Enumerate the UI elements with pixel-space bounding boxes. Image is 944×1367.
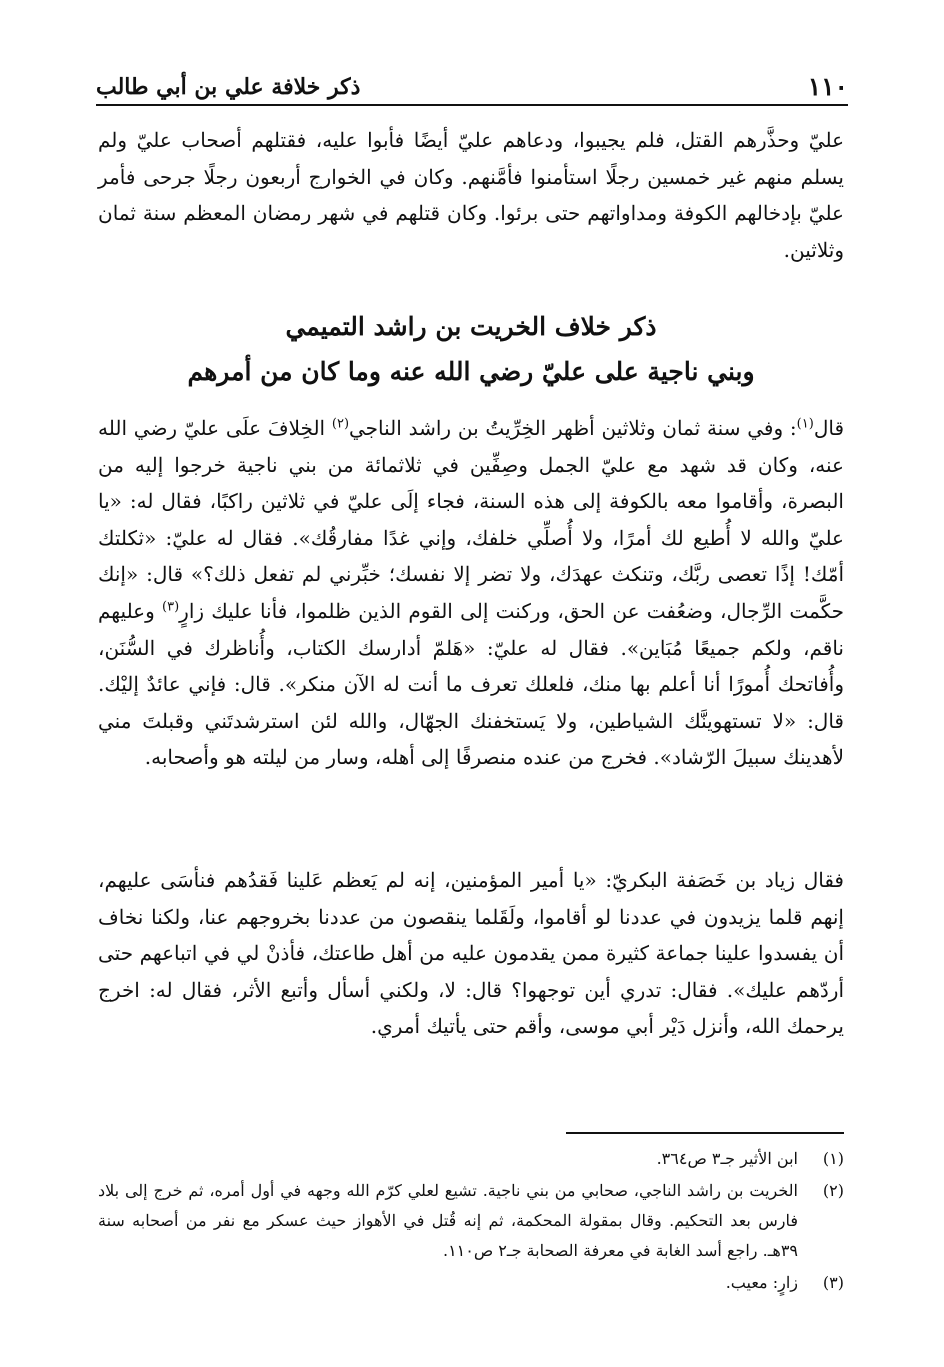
footnote-ref-3[interactable]: (٣) bbox=[162, 599, 180, 615]
paragraph-2 bbox=[98, 410, 866, 776]
footnote-text: ابن الأثير جـ٣ ص٣٦٤. bbox=[656, 1149, 798, 1168]
footnote-item bbox=[98, 1176, 844, 1266]
footnote-item bbox=[98, 1268, 844, 1298]
paragraph-3: فقال زياد بن خَصَفة البكريّ: «يا أمير المؤمنين، إنه لم يَعظم عَلينا فَقدُهم فنأسَى عليهم، إنهم قلما يزيدون في عددنا لو أقاموا، ولَقَلما ينقصون من عددنا بخروجهم عنا، ولكنا نخاف أن يفسدوا علينا جماعة كثيرة ممن يقدمون عليه من أهل طاعتك، فأذنْ لي في اتباعهم حتى أردّهم عليك». فقال: تدري أين توجهوا؟ قال: لا، ولكني أسأل وأتبع الأثر، فقال له: اخرج يرحمك الله، وأنزل دَيْر أبي موسى، وأقم حتى يأتيك أمري. bbox=[98, 868, 844, 1039]
paragraph-2-part-a: قال bbox=[813, 416, 844, 440]
paragraph-2-part-c: الخِلافَ علَى عليّ رضي الله عنه، وكان قد شهد مع عليّ الجمل وصِفِّين في ثلاثمائة من بني ناجية خرجوا إليه من البصرة، وأقاموا معه بالكوفة إلى هذه السنة، فجاء إلَى عليّ في ثلاثين راكبًا، فقال له: «يا عليّ والله لا أُطيع لك أمرًا، ولا أُصلِّي خلفك، وإني غدًا مفارقُك». فقال له عليّ: «ثكلتك أمّك! إذًا تعصى ربَّك، وتنكث عهدَك، ولا تضر إلا نفسك؛ خبِّرني لم تفعل ذلك؟» قال: «إنك حكَّمت الرِّجال، وضعُفت عن الحق، وركنت إلى القوم الذين ظلموا، فأنا عليك زارٍ bbox=[98, 416, 845, 623]
footnote-text: زارٍ: معيب. bbox=[725, 1273, 798, 1292]
running-title: ذكر خلافة علي بن أبي طالب bbox=[96, 74, 361, 100]
running-header bbox=[96, 66, 848, 102]
paragraph-2-part-d: وعليهم ناقم، ولكم جميعًا مُبَاين». فقال له عليّ: «هَلمّ أدارسك الكتاب، وأُناظرك في السُّنَن، وأُفاتحك أُمورًا أنا أعلم بها منك، فلعلك تعرف ما أنت له الآن منكر». قال: فإني عائدٌ إليْك. قال: «لا تستهوينَّك الشياطين، ولا يَستخفنك الجهّال، والله لئن استرشدتَني وقبلتَ مني لأهدينك سبيلَ الرّشاد». فخرج من عنده منصرفًا إلى أهله، وسار من ليلته هو وأصحابه. bbox=[98, 598, 844, 770]
section-title-line-2: وبني ناجية على عليّ رضي الله عنه وما كان من أمرهم bbox=[187, 357, 755, 386]
footnote-mark: (٣) bbox=[822, 1273, 844, 1292]
section-title-line-1: ذكر خلاف الخريت بن راشد التميمي bbox=[285, 312, 657, 341]
footnote-item bbox=[98, 1144, 844, 1174]
paragraph-1: عليّ وحذَّرهم القتل، فلم يجيبوا، ودعاهم عليّ أيضًا فأبوا عليه، فقتلهم أصحاب عليّ ولم يسلم منهم غير خمسين رجلًا استأمنوا فأمَّنهم. وكان في الخوارج أربعون رجلًا جرحى فأمر عليّ بإدخالهم الكوفة ومداواتهم حتى برئوا. وكان قتلهم في شهر رمضان المعظم سنة ثمان وثلاثين. bbox=[98, 128, 844, 262]
paragraph-2-part-b: : وفي سنة ثمان وثلاثين أظهر الخِرِّيتُ بن راشد الناجي bbox=[349, 416, 797, 440]
footnotes-list bbox=[98, 1144, 844, 1300]
footnote-rule bbox=[566, 1132, 844, 1134]
footnote-text: الخريت بن راشد الناجي، صحابي من بني ناجية. تشيع لعلي كرّم الله وجهه في أول أمره، ثم خرج إلى بلاد فارس بعد التحكيم. وقال بمقولة المحكمة، ثم إنه قُتل في الأهواز حيث عسكر مع نفر من أصحابه سنة ٣٩هـ. راجع أسد الغابة في معرفة الصحابة جـ٢ ص١١٠. bbox=[98, 1181, 799, 1260]
header-rule bbox=[96, 104, 848, 106]
footnote-mark: (١) bbox=[822, 1149, 844, 1168]
footnote-ref-2[interactable]: (٢) bbox=[331, 416, 350, 432]
footnote-mark: (٢) bbox=[822, 1181, 844, 1200]
page-number: ١١٠ bbox=[807, 72, 848, 101]
footnote-ref-1[interactable]: (١) bbox=[796, 416, 814, 432]
